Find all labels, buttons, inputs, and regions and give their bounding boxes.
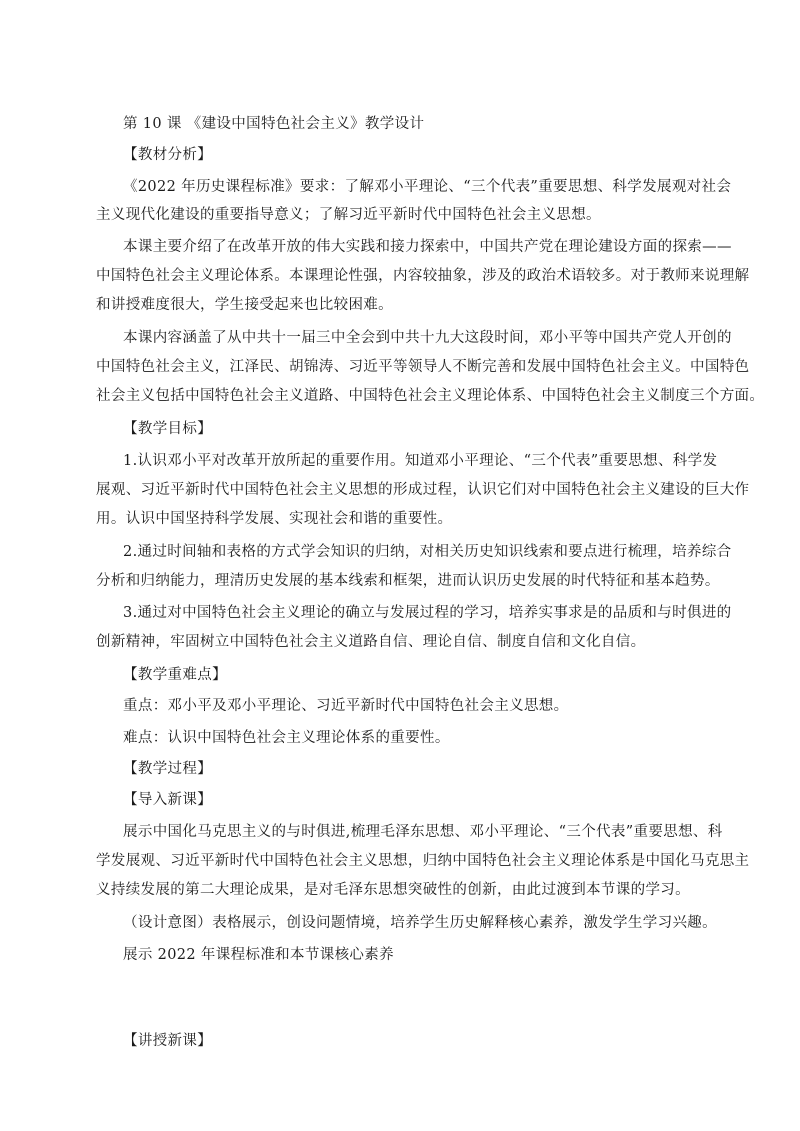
paragraph-line: 1.认识邓小平对改革开放所起的重要作用。知道邓小平理论、“三个代表”重要思想、科学发 bbox=[123, 453, 718, 469]
paragraph-line: 义持续发展的第二大理论成果，是对毛泽东思想突破性的创新，由此过渡到本节课的学习。 bbox=[96, 882, 690, 898]
paragraph-line: 分析和归纳能力，理清历史发展的基本线索和框架，进而认识历史发展的时代特征和基本趋势。 bbox=[96, 573, 720, 589]
paragraph-line: 《2022 年历史课程标准》要求：了解邓小平理论、“三个代表”重要思想、科学发展观对社会 bbox=[123, 179, 732, 195]
paragraph-line: 本课主要介绍了在改革开放的伟大实践和接力探索中，中国共产党在理论建设方面的探索—— bbox=[123, 239, 732, 255]
paragraph-line: 中国特色社会主义，江泽民、胡锦涛、习近平等领导人不断完善和发展中国特色社会主义。中国特色 bbox=[96, 359, 750, 375]
design-intent: （设计意图）表格展示，创设问题情境，培养学生历史解释核心素养，激发学生学习兴趣。 bbox=[123, 915, 717, 931]
section-heading-teaching-goals: 【教学目标】 bbox=[123, 421, 213, 437]
key-point-focus: 重点：邓小平及邓小平理论、习近平新时代中国特色社会主义思想。 bbox=[123, 698, 569, 714]
section-heading-key-points: 【教学重难点】 bbox=[123, 667, 227, 683]
paragraph-line: 用。认识中国坚持科学发展、实现社会和谐的重要性。 bbox=[96, 511, 453, 527]
paragraph-line: 创新精神，牢固树立中国特色社会主义道路自信、理论自信、制度自信和文化自信。 bbox=[96, 634, 646, 650]
paragraph-line: 社会主义包括中国特色社会主义道路、中国特色社会主义理论体系、中国特色社会主义制度三个方面。 bbox=[96, 388, 765, 404]
paragraph-line: 3.通过对中国特色社会主义理论的确立与发展过程的学习，培养实事求是的品质和与时俱进的 bbox=[123, 605, 732, 621]
paragraph-line: 中国特色社会主义理论体系。本课理论性强，内容较抽象，涉及的政治术语较多。对于教师来说理解 bbox=[96, 268, 750, 284]
paragraph-line: 2.通过时间轴和表格的方式学会知识的归纳，对相关历史知识线索和要点进行梳理，培养综合 bbox=[123, 544, 732, 560]
paragraph-line: 学发展观、习近平新时代中国特色社会主义思想，归纳中国特色社会主义理论体系是中国化马克思主 bbox=[96, 853, 750, 869]
key-point-difficulty: 难点：认识中国特色社会主义理论体系的重要性。 bbox=[123, 730, 450, 746]
paragraph-line: 和讲授难度很大，学生接受起来也比较困难。 bbox=[96, 297, 393, 313]
paragraph-line: 主义现代化建设的重要指导意义；了解习近平新时代中国特色社会主义思想。 bbox=[96, 207, 601, 223]
paragraph-line: 展示中国化马克思主义的与时俱进,梳理毛泽东思想、邓小平理论、“三个代表”重要思想、科 bbox=[123, 824, 723, 840]
section-heading-process: 【教学过程】 bbox=[123, 761, 213, 777]
section-heading-new-lesson: 【讲授新课】 bbox=[123, 1033, 213, 1049]
section-heading-intro: 【导入新课】 bbox=[123, 792, 213, 808]
document-title: 第 10 课 《建设中国特色社会主义》教学设计 bbox=[123, 116, 425, 132]
paragraph-line: 本课内容涵盖了从中共十一届三中全会到中共十九大这段时间，邓小平等中国共产党人开创的 bbox=[123, 330, 732, 346]
paragraph-line: 展观、习近平新时代中国特色社会主义思想的形成过程，认识它们对中国特色社会主义建设的巨大作 bbox=[96, 482, 750, 498]
section-heading-textbook-analysis: 【教材分析】 bbox=[123, 147, 213, 163]
display-note: 展示 2022 年课程标准和本节课核心素养 bbox=[123, 947, 394, 963]
